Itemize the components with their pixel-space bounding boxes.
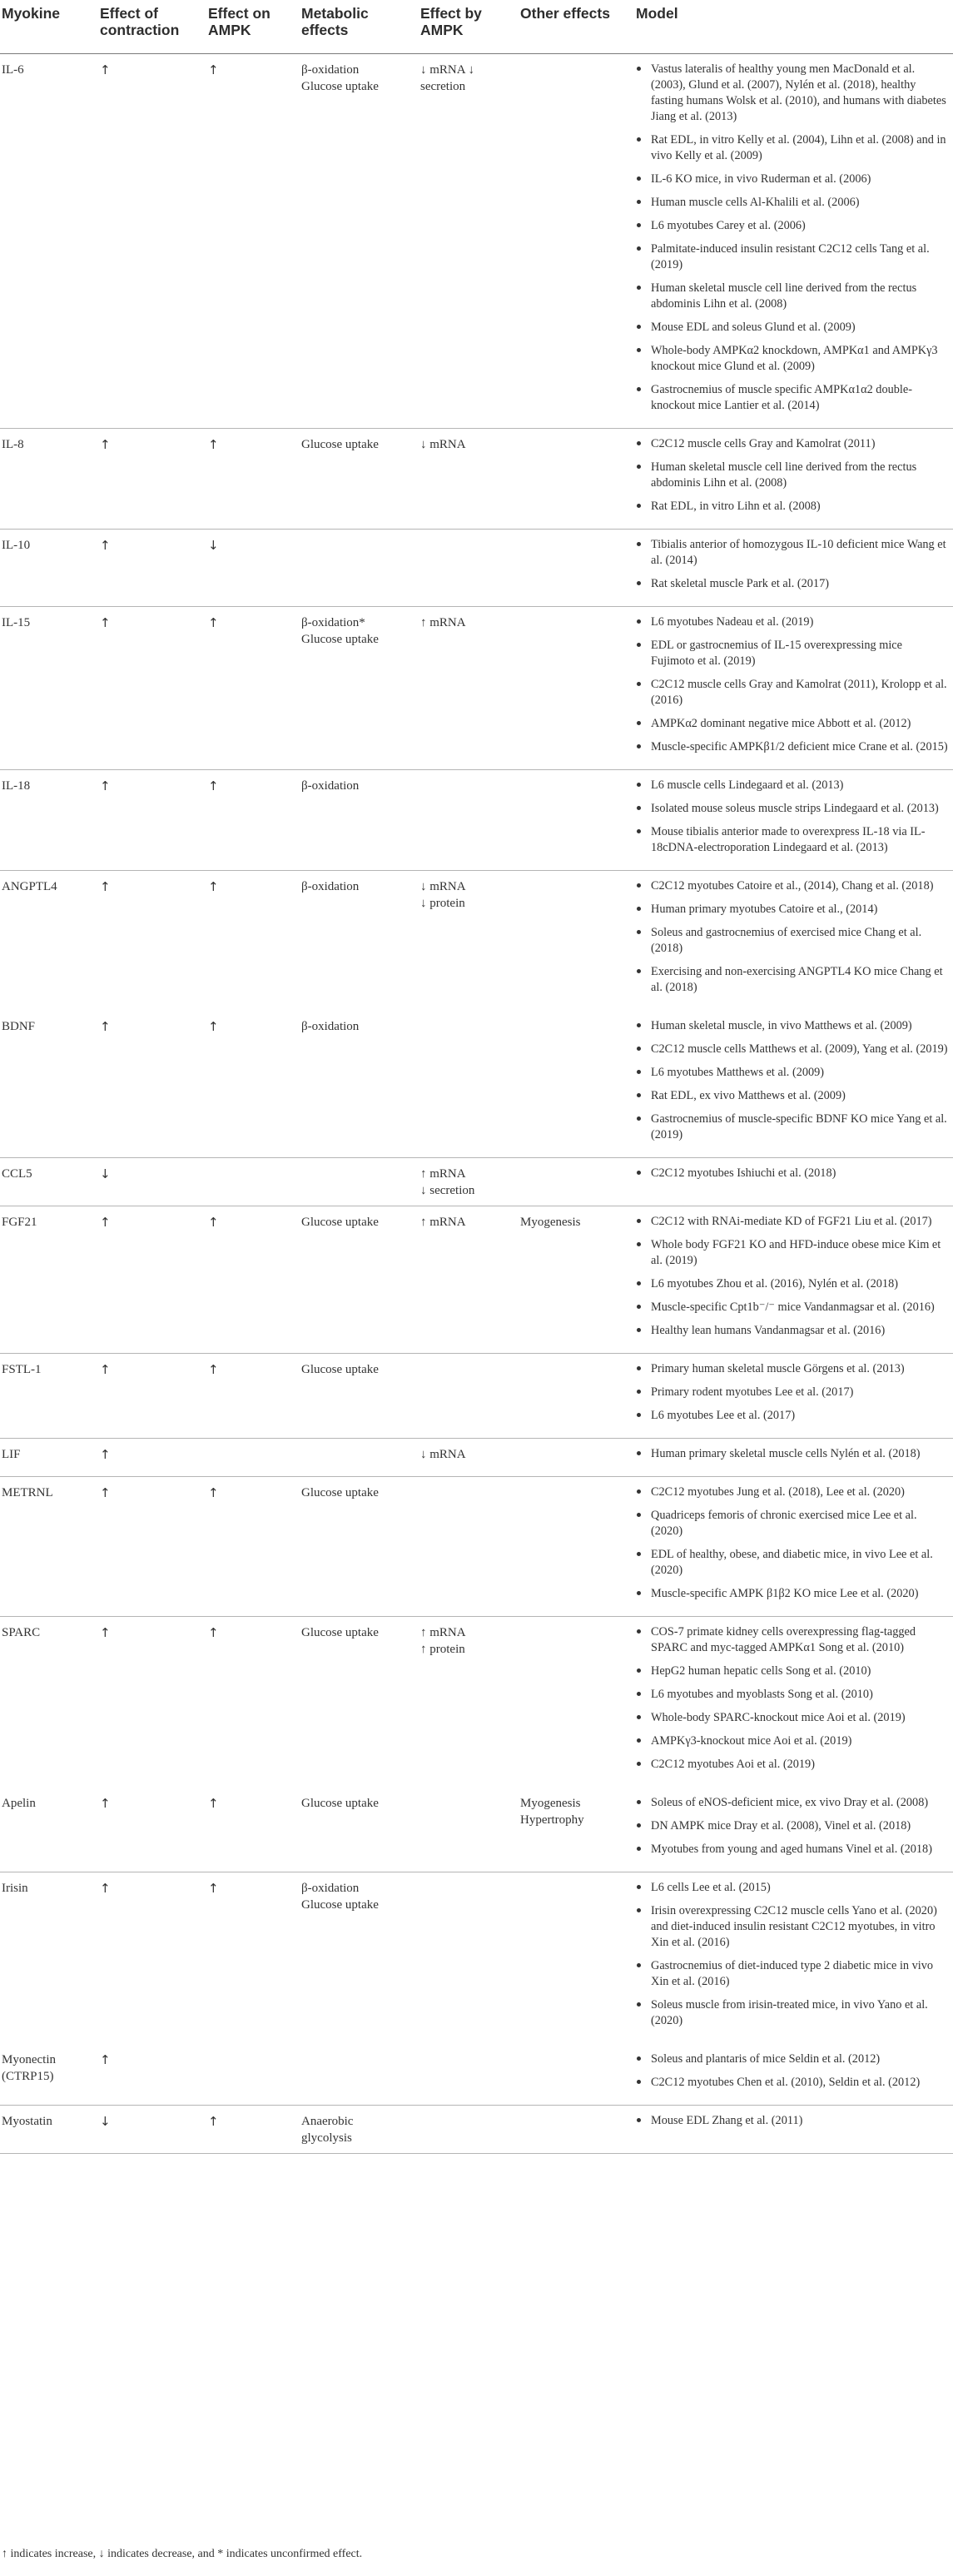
- by-ampk-line: ↓ mRNA: [420, 438, 466, 451]
- model-item: EDL of healthy, obese, and diabetic mice, in vivo Lee et al. (2020): [636, 1547, 948, 1579]
- myokine-name: Myostatin: [2, 2115, 52, 2128]
- model-item: Soleus of eNOS-deficient mice, ex vivo Dray et al. (2008): [636, 1795, 948, 1811]
- metabolic-line: β-oxidation: [301, 63, 360, 77]
- metabolic-cell: [301, 1880, 409, 1913]
- model-item: IL-6 KO mice, in vivo Ruderman et al. (2006): [636, 172, 948, 187]
- metabolic-line: β-oxidation: [301, 779, 360, 793]
- model-item: Whole-body AMPKα2 knockdown, AMPKα1 and AMPKγ3 knockout mice Glund et al. (2009): [636, 343, 948, 375]
- model-list: [636, 778, 948, 856]
- table-row: [0, 870, 953, 1010]
- ampk-effect: ↑: [208, 1019, 219, 1034]
- model-item: Muscle-specific AMPKβ1/2 deficient mice Crane et al. (2015): [636, 739, 948, 755]
- metabolic-cell: [301, 778, 409, 794]
- model-list: [636, 1624, 948, 1773]
- myokine-name: IL-10: [2, 539, 31, 552]
- myokine-name: FGF21: [2, 1216, 37, 1229]
- myokine-name: IL-18: [2, 779, 31, 793]
- table-row: [0, 1787, 953, 1872]
- model-item: Human primary skeletal muscle cells Nylén et al. (2018): [636, 1446, 948, 1462]
- model-cell: [636, 1018, 948, 1151]
- metabolic-cell: [301, 1624, 409, 1641]
- contraction-effect: ↑: [100, 778, 111, 793]
- model-list: [636, 537, 948, 592]
- myokine-name: Apelin: [2, 1797, 36, 1810]
- other-cell: [520, 1795, 628, 1828]
- table-row: [0, 1616, 953, 1787]
- table-row: [0, 606, 953, 770]
- metabolic-cell: [301, 1484, 409, 1501]
- header-ampk: Effect on AMPK: [208, 5, 271, 38]
- model-item: Soleus muscle from irisin-treated mice, in vivo Yano et al. (2020): [636, 1997, 948, 2029]
- table-row: [0, 1438, 953, 1477]
- header-by-ampk: Effect by AMPK: [420, 5, 482, 38]
- metabolic-cell: [301, 62, 409, 95]
- table-row: [0, 529, 953, 607]
- model-item: C2C12 myotubes Aoi et al. (2019): [636, 1757, 948, 1773]
- by-ampk-cell: [420, 878, 529, 912]
- model-item: C2C12 muscle cells Matthews et al. (2009), Yang et al. (2019): [636, 1042, 948, 1057]
- model-cell: [636, 2113, 948, 2136]
- contraction-effect: ↑: [100, 62, 111, 77]
- model-item: Whole-body SPARC-knockout mice Aoi et al. (2019): [636, 1710, 948, 1726]
- metabolic-line: Glucose uptake: [301, 438, 379, 451]
- model-item: Palmitate-induced insulin resistant C2C12 cells Tang et al. (2019): [636, 241, 948, 273]
- model-item: C2C12 myotubes Jung et al. (2018), Lee et al. (2020): [636, 1484, 948, 1500]
- by-ampk-line: secretion: [420, 80, 466, 93]
- model-item: Human primary myotubes Catoire et al., (2014): [636, 902, 948, 918]
- contraction-effect: ↑: [100, 879, 111, 894]
- metabolic-line: Glucose uptake: [301, 1363, 379, 1376]
- by-ampk-cell: [420, 436, 529, 453]
- myokine-name: IL-6: [2, 63, 24, 77]
- header-myokine: Myokine: [2, 5, 61, 22]
- model-list: [636, 1484, 948, 1602]
- model-item: L6 myotubes and myoblasts Song et al. (2010): [636, 1687, 948, 1703]
- model-cell: [636, 1484, 948, 1609]
- model-cell: [636, 1795, 948, 1865]
- table-row: [0, 2105, 953, 2154]
- model-list: [636, 1880, 948, 2029]
- model-list: [636, 1018, 948, 1143]
- myokine-name: CCL5: [2, 1167, 32, 1181]
- ampk-effect: ↑: [208, 1362, 219, 1377]
- model-cell: [636, 537, 948, 599]
- metabolic-cell: [301, 1018, 409, 1035]
- model-item: AMPKα2 dominant negative mice Abbott et al. (2012): [636, 716, 948, 732]
- by-ampk-line: ↓ secretion: [420, 1184, 475, 1197]
- metabolic-line: glycolysis: [301, 2131, 352, 2145]
- metabolic-line: β-oxidation*: [301, 616, 365, 629]
- model-item: Irisin overexpressing C2C12 muscle cells Yano et al. (2020) and diet-induced insulin resistant C2C12 myotubes, in vitro Xin et al. (2016): [636, 1903, 948, 1951]
- model-item: Rat EDL, in vitro Lihn et al. (2008): [636, 499, 948, 515]
- model-cell: [636, 778, 948, 863]
- by-ampk-line: ↓ protein: [420, 897, 465, 910]
- table-row: [0, 53, 953, 429]
- ampk-effect: ↑: [208, 437, 219, 452]
- model-item: Mouse tibialis anterior made to overexpress IL-18 via IL-18cDNA-electroporation Lindegaard et al. (2013): [636, 824, 948, 856]
- model-cell: [636, 1166, 948, 1189]
- by-ampk-cell: [420, 1446, 529, 1463]
- contraction-effect: ↓: [100, 2114, 111, 2129]
- contraction-effect: ↑: [100, 1215, 111, 1230]
- other-cell: [520, 1214, 628, 1231]
- ampk-effect: ↑: [208, 879, 219, 894]
- model-item: HepG2 human hepatic cells Song et al. (2010): [636, 1663, 948, 1679]
- ampk-effect: ↑: [208, 62, 219, 77]
- model-list: [636, 1166, 948, 1181]
- myokine-name: METRNL: [2, 1486, 53, 1499]
- model-list: [636, 614, 948, 755]
- metabolic-line: β-oxidation: [301, 880, 360, 893]
- metabolic-line: Glucose uptake: [301, 1898, 379, 1912]
- model-item: C2C12 with RNAi-mediate KD of FGF21 Liu et al. (2017): [636, 1214, 948, 1230]
- model-item: Isolated mouse soleus muscle strips Lindegaard et al. (2013): [636, 801, 948, 817]
- myokine-name: SPARC: [2, 1626, 41, 1639]
- ampk-effect: ↑: [208, 778, 219, 793]
- contraction-effect: ↓: [100, 1166, 111, 1181]
- model-item: Muscle-specific AMPK β1β2 KO mice Lee et al. (2020): [636, 1586, 948, 1602]
- model-item: L6 muscle cells Lindegaard et al. (2013): [636, 778, 948, 793]
- metabolic-cell: [301, 1214, 409, 1231]
- metabolic-line: β-oxidation: [301, 1020, 360, 1033]
- ampk-effect: ↑: [208, 1881, 219, 1896]
- model-item: COS-7 primate kidney cells overexpressing flag-tagged SPARC and myc-tagged AMPKα1 Song et al. (2010): [636, 1624, 948, 1656]
- table-row: [0, 1206, 953, 1354]
- model-item: Tibialis anterior of homozygous IL-10 deficient mice Wang et al. (2014): [636, 537, 948, 569]
- ampk-effect: ↑: [208, 2114, 219, 2129]
- table-header: [0, 0, 953, 54]
- model-item: Gastrocnemius of muscle-specific BDNF KO mice Yang et al. (2019): [636, 1111, 948, 1143]
- model-list: [636, 436, 948, 515]
- model-item: Soleus and plantaris of mice Seldin et al. (2012): [636, 2051, 948, 2067]
- ampk-effect: ↑: [208, 1485, 219, 1500]
- other-line: Myogenesis: [520, 1797, 581, 1810]
- metabolic-cell: [301, 878, 409, 895]
- model-item: L6 myotubes Nadeau et al. (2019): [636, 614, 948, 630]
- contraction-effect: ↑: [100, 1881, 111, 1896]
- contraction-effect: ↑: [100, 2052, 111, 2067]
- ampk-effect: ↑: [208, 1625, 219, 1640]
- model-item: C2C12 muscle cells Gray and Kamolrat (2011): [636, 436, 948, 452]
- metabolic-line: Glucose uptake: [301, 633, 379, 646]
- metabolic-cell: [301, 2113, 409, 2146]
- by-ampk-line: ↓ mRNA ↓: [420, 63, 475, 77]
- metabolic-line: Glucose uptake: [301, 1797, 379, 1810]
- table-row: [0, 1010, 953, 1158]
- header-metabolic: Metabolic effects: [301, 5, 369, 38]
- model-cell: [636, 1446, 948, 1470]
- contraction-effect: ↑: [100, 615, 111, 630]
- model-item: Primary rodent myotubes Lee et al. (2017): [636, 1385, 948, 1400]
- myokine-name: Irisin: [2, 1882, 28, 1895]
- model-list: [636, 1446, 948, 1462]
- by-ampk-line: ↓ mRNA: [420, 1448, 466, 1461]
- model-list: [636, 1361, 948, 1424]
- metabolic-cell: [301, 1795, 409, 1812]
- model-item: Primary human skeletal muscle Görgens et al. (2013): [636, 1361, 948, 1377]
- by-ampk-line: ↓ mRNA: [420, 880, 466, 893]
- model-item: Rat EDL, ex vivo Matthews et al. (2009): [636, 1088, 948, 1104]
- model-item: Whole body FGF21 KO and HFD-induce obese mice Kim et al. (2019): [636, 1237, 948, 1269]
- ampk-effect: ↑: [208, 1796, 219, 1811]
- model-list: [636, 1214, 948, 1339]
- model-item: DN AMPK mice Dray et al. (2008), Vinel et al. (2018): [636, 1818, 948, 1834]
- metabolic-line: Glucose uptake: [301, 80, 379, 93]
- table-row: [0, 1476, 953, 1617]
- model-item: Mouse EDL Zhang et al. (2011): [636, 2113, 948, 2129]
- model-item: Human skeletal muscle cell line derived from the rectus abdominis Lihn et al. (2008): [636, 281, 948, 312]
- header-other: Other effects: [520, 5, 610, 22]
- model-item: L6 cells Lee et al. (2015): [636, 1880, 948, 1896]
- table-row: [0, 2043, 953, 2106]
- header-contraction: Effect of contraction: [100, 5, 180, 38]
- by-ampk-cell: [420, 1214, 529, 1231]
- model-item: L6 myotubes Carey et al. (2006): [636, 218, 948, 234]
- model-cell: [636, 1361, 948, 1431]
- model-cell: [636, 878, 948, 1003]
- other-line: Myogenesis: [520, 1216, 581, 1229]
- model-item: AMPKγ3-knockout mice Aoi et al. (2019): [636, 1733, 948, 1749]
- model-item: Soleus and gastrocnemius of exercised mice Chang et al. (2018): [636, 925, 948, 957]
- by-ampk-cell: [420, 62, 529, 95]
- ampk-effect: ↑: [208, 615, 219, 630]
- model-list: [636, 878, 948, 996]
- model-item: Gastrocnemius of muscle specific AMPKα1α2 double-knockout mice Lantier et al. (2014): [636, 382, 948, 414]
- model-item: C2C12 myotubes Chen et al. (2010), Seldin et al. (2012): [636, 2075, 948, 2091]
- table-row: [0, 1157, 953, 1206]
- by-ampk-line: ↑ mRNA: [420, 616, 466, 629]
- model-item: Human skeletal muscle cell line derived from the rectus abdominis Lihn et al. (2008): [636, 460, 948, 491]
- myokine-name: Myonectin (CTRP15): [2, 2053, 56, 2083]
- model-cell: [636, 1214, 948, 1346]
- myokine-name: ANGPTL4: [2, 880, 57, 893]
- model-item: Rat skeletal muscle Park et al. (2017): [636, 576, 948, 592]
- model-cell: [636, 1624, 948, 1780]
- ampk-effect: ↑: [208, 1215, 219, 1230]
- metabolic-cell: [301, 614, 409, 648]
- contraction-effect: ↑: [100, 538, 111, 553]
- myokine-name: IL-15: [2, 616, 31, 629]
- model-item: Myotubes from young and aged humans Vinel et al. (2018): [636, 1842, 948, 1857]
- model-list: [636, 2113, 948, 2129]
- model-item: Rat EDL, in vitro Kelly et al. (2004), Lihn et al. (2008) and in vivo Kelly et al. (2009): [636, 132, 948, 164]
- contraction-effect: ↑: [100, 437, 111, 452]
- model-list: [636, 1795, 948, 1857]
- contraction-effect: ↑: [100, 1485, 111, 1500]
- model-item: Mouse EDL and soleus Glund et al. (2009): [636, 320, 948, 336]
- model-item: Exercising and non-exercising ANGPTL4 KO mice Chang et al. (2018): [636, 964, 948, 996]
- model-cell: [636, 614, 948, 763]
- model-item: L6 myotubes Lee et al. (2017): [636, 1408, 948, 1424]
- table-row: [0, 1872, 953, 2043]
- model-item: C2C12 myotubes Ishiuchi et al. (2018): [636, 1166, 948, 1181]
- myokine-name: BDNF: [2, 1020, 36, 1033]
- contraction-effect: ↑: [100, 1019, 111, 1034]
- metabolic-cell: [301, 436, 409, 453]
- model-list: [636, 62, 948, 414]
- metabolic-cell: [301, 1361, 409, 1378]
- table-row: [0, 428, 953, 530]
- model-item: Muscle-specific Cpt1b⁻/⁻ mice Vandanmagsar et al. (2016): [636, 1300, 948, 1315]
- model-cell: [636, 1880, 948, 2036]
- model-item: L6 myotubes Matthews et al. (2009): [636, 1065, 948, 1081]
- other-line: Hypertrophy: [520, 1813, 584, 1827]
- header-model: Model: [636, 5, 678, 22]
- model-cell: [636, 436, 948, 522]
- by-ampk-line: ↑ mRNA: [420, 1167, 466, 1181]
- myokine-name: FSTL-1: [2, 1363, 42, 1376]
- model-item: Vastus lateralis of healthy young men MacDonald et al. (2003), Glund et al. (2007), Nylén et al. (2018), healthy fasting humans Wolsk et al. (2010), and humans with diabetes Jiang et al. (2013): [636, 62, 948, 125]
- model-item: Gastrocnemius of diet-induced type 2 diabetic mice in vivo Xin et al. (2016): [636, 1958, 948, 1990]
- by-ampk-cell: [420, 614, 529, 631]
- ampk-effect: ↓: [208, 538, 219, 553]
- metabolic-line: β-oxidation: [301, 1882, 360, 1895]
- myokine-name: IL-8: [2, 438, 24, 451]
- table-footnote: ↑ indicates increase, ↓ indicates decrease, and * indicates unconfirmed effect.: [2, 2548, 363, 2560]
- model-item: Healthy lean humans Vandanmagsar et al. (2016): [636, 1323, 948, 1339]
- by-ampk-line: ↑ protein: [420, 1643, 465, 1656]
- metabolic-line: Anaerobic: [301, 2115, 354, 2128]
- model-cell: [636, 2051, 948, 2098]
- model-cell: [636, 62, 948, 421]
- model-item: Human muscle cells Al-Khalili et al. (2006): [636, 195, 948, 211]
- model-item: L6 myotubes Zhou et al. (2016), Nylén et al. (2018): [636, 1276, 948, 1292]
- metabolic-line: Glucose uptake: [301, 1486, 379, 1499]
- contraction-effect: ↑: [100, 1362, 111, 1377]
- by-ampk-line: ↑ mRNA: [420, 1216, 466, 1229]
- model-list: [636, 2051, 948, 2091]
- contraction-effect: ↑: [100, 1447, 111, 1462]
- metabolic-line: Glucose uptake: [301, 1626, 379, 1639]
- table-row: [0, 1353, 953, 1439]
- model-item: C2C12 muscle cells Gray and Kamolrat (2011), Krolopp et al. (2016): [636, 677, 948, 709]
- model-item: EDL or gastrocnemius of IL-15 overexpressing mice Fujimoto et al. (2019): [636, 638, 948, 669]
- model-item: Human skeletal muscle, in vivo Matthews et al. (2009): [636, 1018, 948, 1034]
- model-item: Quadriceps femoris of chronic exercised mice Lee et al. (2020): [636, 1508, 948, 1539]
- contraction-effect: ↑: [100, 1796, 111, 1811]
- metabolic-line: Glucose uptake: [301, 1216, 379, 1229]
- myokine-name: LIF: [2, 1448, 21, 1461]
- table-row: [0, 769, 953, 871]
- model-item: C2C12 myotubes Catoire et al., (2014), Chang et al. (2018): [636, 878, 948, 894]
- by-ampk-cell: [420, 1166, 529, 1199]
- contraction-effect: ↑: [100, 1625, 111, 1640]
- by-ampk-cell: [420, 1624, 529, 1658]
- by-ampk-line: ↑ mRNA: [420, 1626, 466, 1639]
